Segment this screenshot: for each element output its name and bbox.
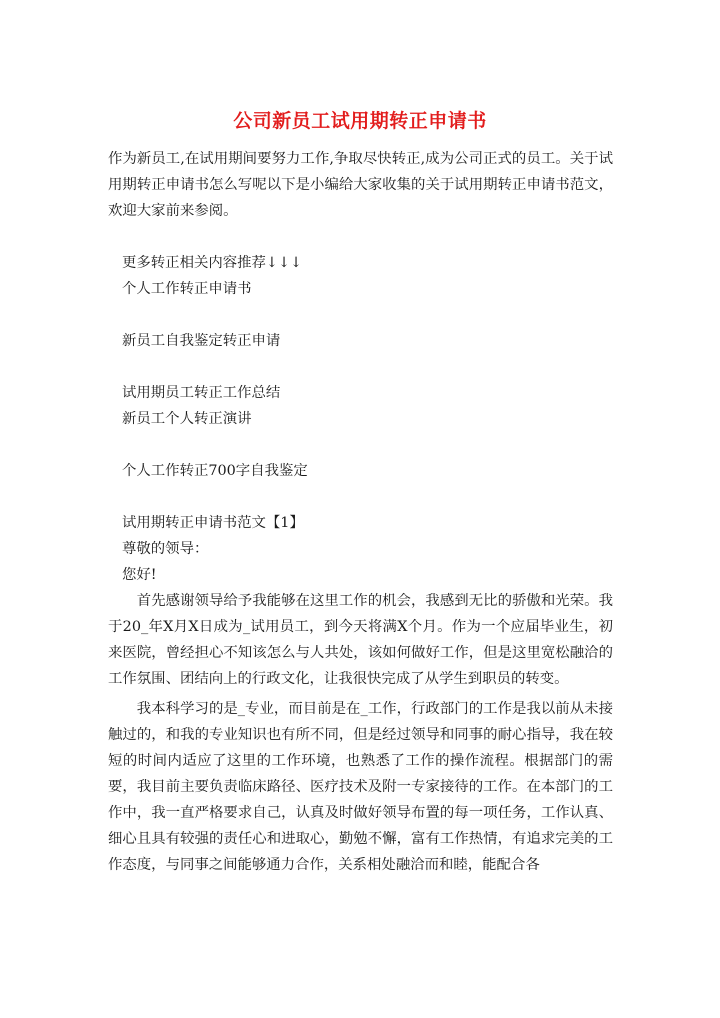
document-title: 公司新员工试用期转正申请书 xyxy=(233,110,487,132)
body-paragraph-2: 我本科学习的是_专业，而目前是在_工作，行政部门的工作是我以前从未接触过的，和我的专业知识也有所不同，但是经过领导和同事的耐心指导，我在较短的时间内适应了这里的工作环境，也熟悉了工作的操作流程。根据部门的需要，我目前主要负责临床路径、医疗技术及附一专家接待的工作。在本部门的工作中，我一直严格要求自己，认真及时做好领导布置的每一项任务，工作认真、细心且具有较强的责任心和进取心，勤勉不懈，富有工作热情，有追求完美的工作态度，与同事之间能够通力合作，关系相处融洽而和睦，能配合各 xyxy=(108,701,613,873)
greeting: 您好! xyxy=(122,567,157,583)
body-paragraph-1: 首先感谢领导给予我能够在这里工作的机会，我感到无比的骄傲和光荣。我于20_年X月X日成为_试用员工，到今天将满X个月。作为一个应届毕业生，初来医院，曾经担心不知该怎么与人共处，该如何做好工作，但是这里宽松融洽的工作氛围、团结向上的行政文化，让我很快完成了从学生到职员的转变。 xyxy=(108,593,613,687)
spacer xyxy=(108,224,613,250)
recommend-link-4[interactable]: 新员工个人转正演讲 xyxy=(122,411,252,427)
spacer xyxy=(108,302,613,328)
spacer xyxy=(108,354,613,380)
sample-heading: 试用期转正申请书范文【1】 xyxy=(122,515,304,531)
recommend-link-2[interactable]: 新员工自我鉴定转正申请 xyxy=(122,333,281,349)
salutation: 尊敬的领导： xyxy=(122,541,209,557)
spacer xyxy=(108,484,613,510)
document-body xyxy=(108,146,613,878)
recommend-link-5[interactable]: 个人工作转正700字自我鉴定 xyxy=(122,463,308,479)
intro-paragraph: 作为新员工,在试用期间要努力工作,争取尽快转正,成为公司正式的员工。关于试用期转正申请书怎么写呢以下是小编给大家收集的关于试用期转正申请书范文，欢迎大家前来参阅。 xyxy=(108,151,613,219)
spacer xyxy=(108,432,613,458)
recommend-link-3[interactable]: 试用期员工转正工作总结 xyxy=(122,385,281,401)
recommend-heading: 更多转正相关内容推荐↓↓↓ xyxy=(122,255,303,271)
recommend-link-1[interactable]: 个人工作转正申请书 xyxy=(122,281,252,297)
